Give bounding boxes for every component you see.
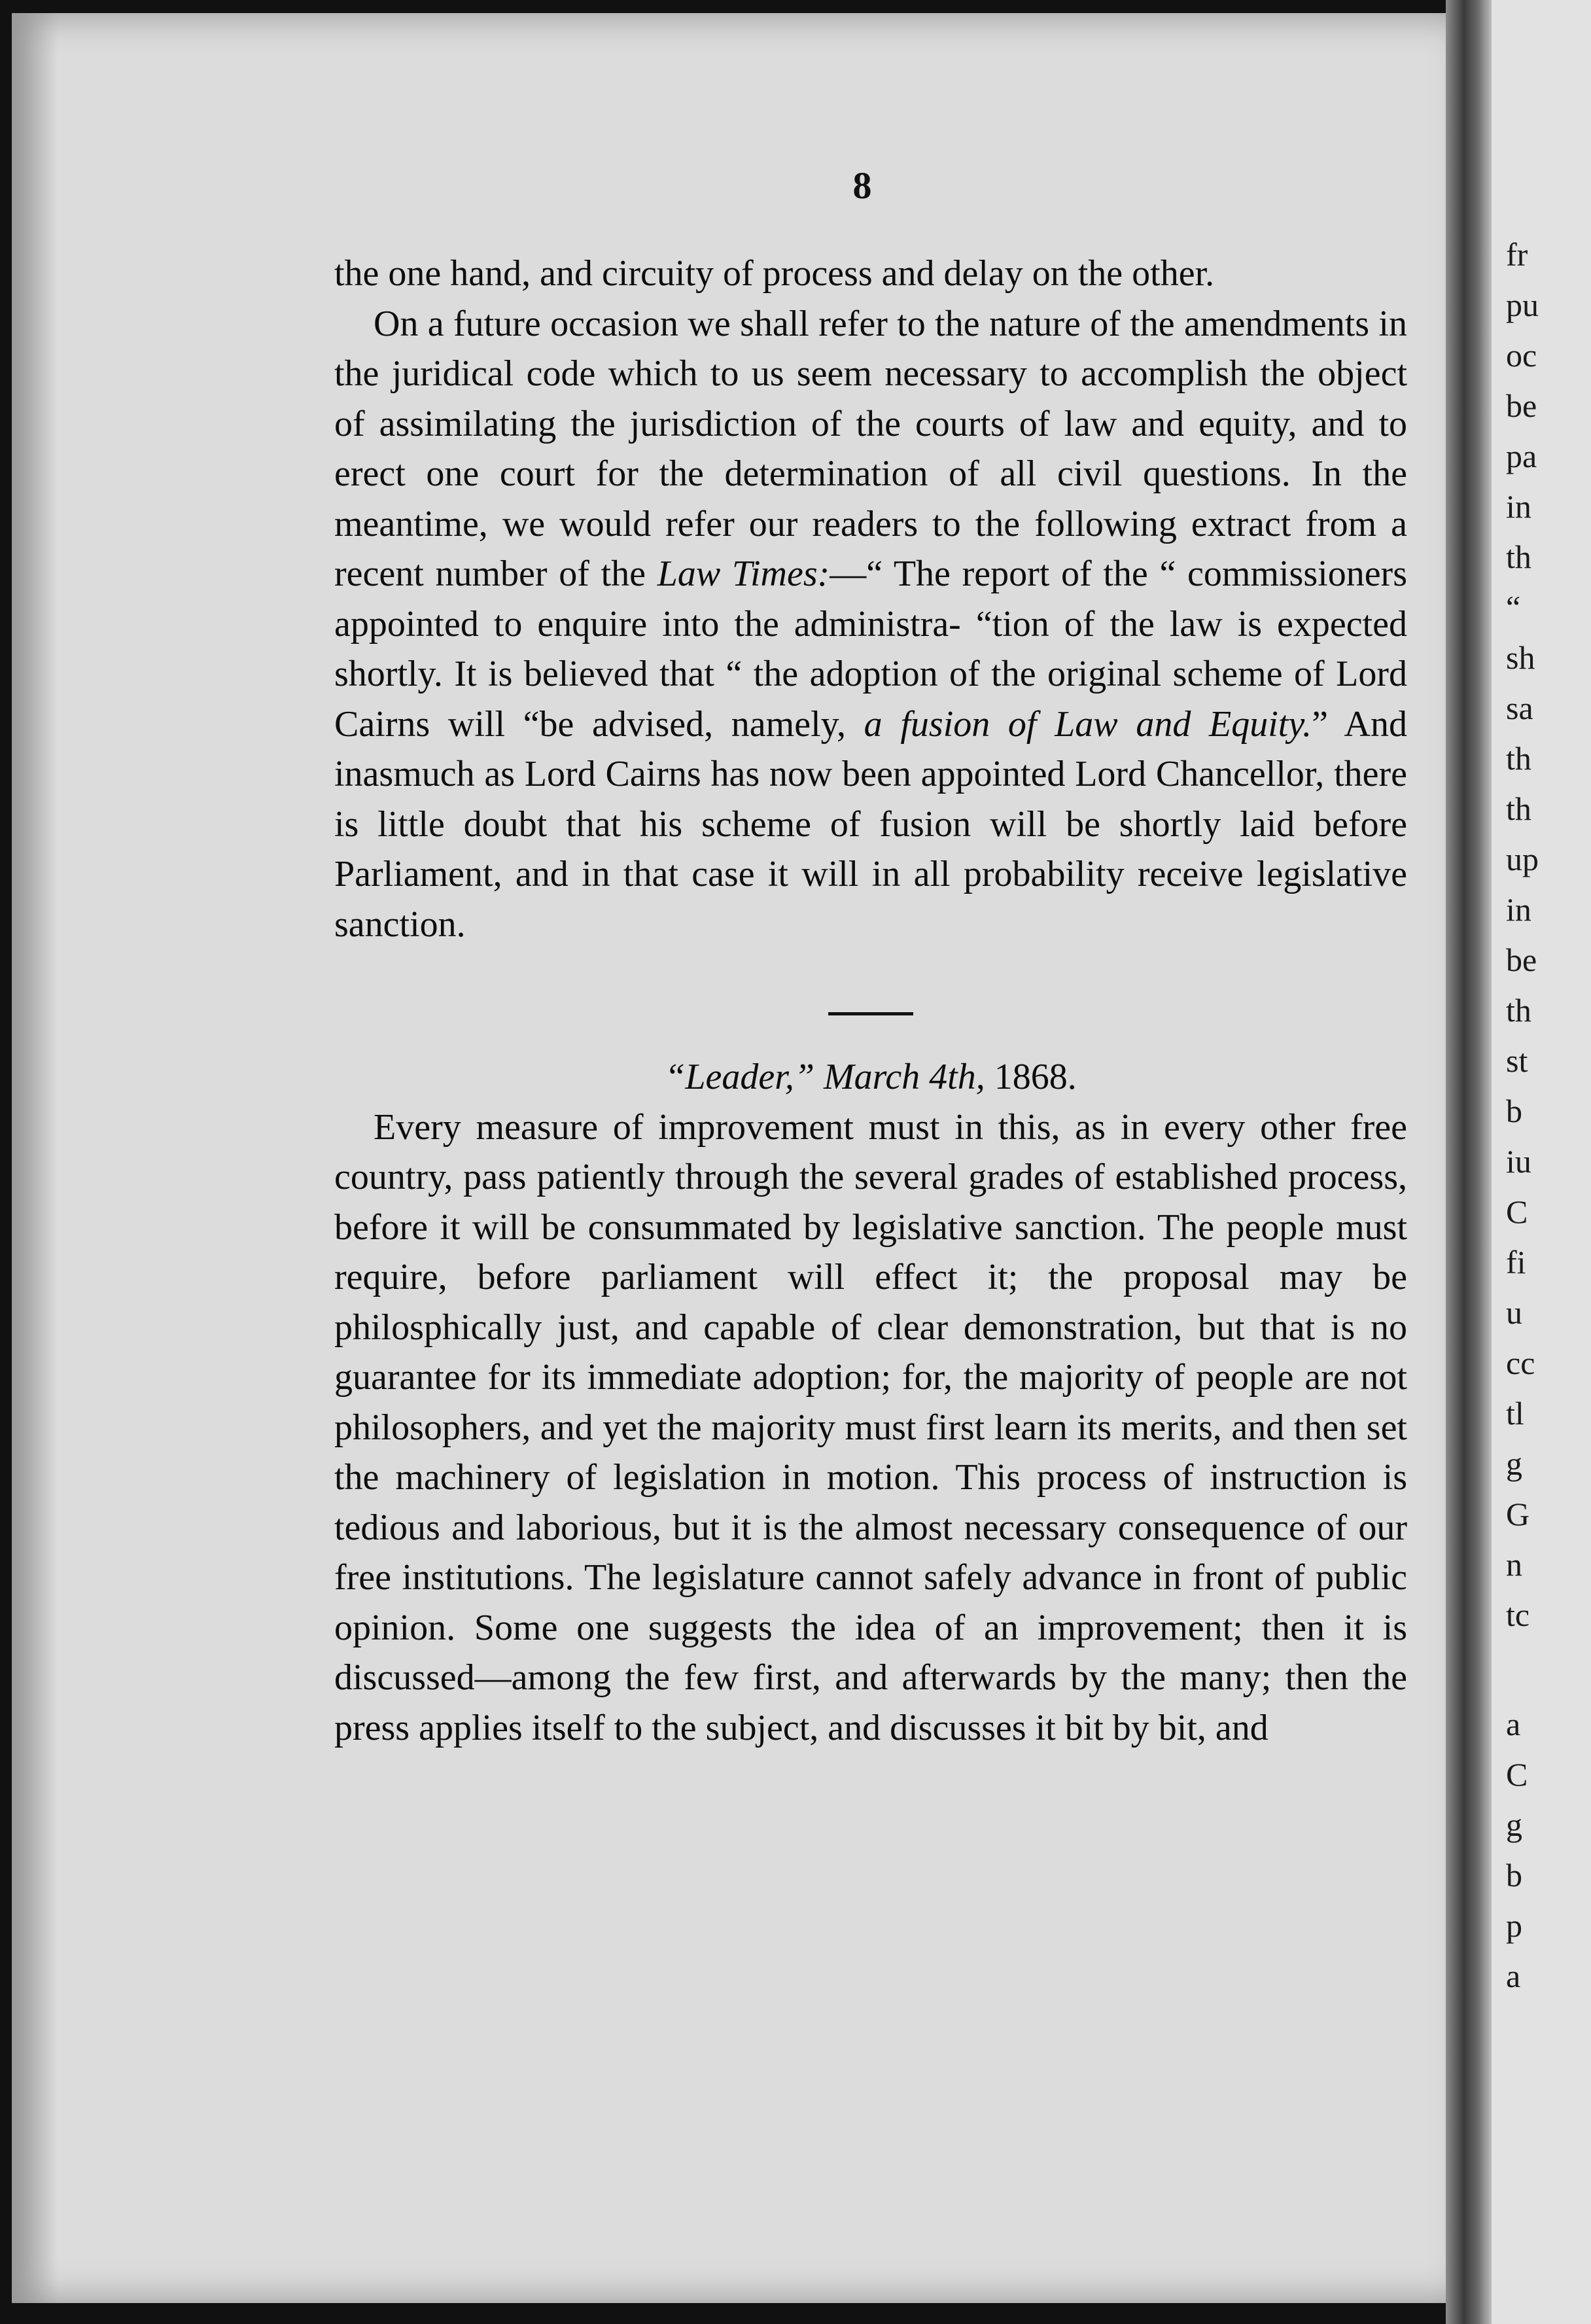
facing-page-fragment: a <box>1506 1958 1521 1994</box>
facing-page-fragment: th <box>1506 740 1531 777</box>
section-divider <box>828 1012 913 1015</box>
paragraph-3: Every measure of improvement must in this, as in every other free country, pass patiently through the several grades of established process, before it will be consummated by legislative sanction. The people must require, before parliament will effect it; the proposal may be philosphically just, and capable of clear demonstration, but that is no guarantee for its immediate adoption; for, the majority of people are not philosophers, and yet the majority must first learn its merits, and then set the machinery of legislation in motion. This process of instruction is tedious and laborious, but it is the almost necessary consequence of our free institutions. The legislature cannot safely advance in front of public opinion. Some one suggests the idea of an improvement; then it is discussed—among the few first, and afterwards by the many; then the press applies itself to the subject, and discusses it bit by bit, and <box>334 1106 1407 1748</box>
facing-page-fragment: pu <box>1506 287 1539 323</box>
facing-page-fragment: G <box>1506 1496 1530 1532</box>
facing-page-fragment: C <box>1506 1193 1528 1230</box>
paragraph-2-text-c: ” And inasmuch as Lord Cairns has now been appointed Lord Chancellor, there is little doubt that his scheme of fusion will be shortly laid before Parliament, and in that case it will in all probability receive legislative sanction. <box>334 703 1407 945</box>
facing-page-fragment: u <box>1506 1294 1522 1331</box>
facing-page-fragment: be <box>1506 942 1537 978</box>
facing-page-fragment: tl <box>1506 1395 1524 1432</box>
paragraph-2 <box>334 299 1407 950</box>
facing-page-fragment: th <box>1506 790 1531 827</box>
facing-page-fragment: fi <box>1506 1244 1526 1280</box>
page-body <box>334 249 1407 1753</box>
facing-page-fragment: up <box>1506 841 1539 877</box>
facing-page-fragment: a <box>1506 1706 1521 1742</box>
facing-page-fragment: g <box>1506 1445 1522 1482</box>
facing-page-fragment: b <box>1506 1857 1522 1893</box>
dateline-source: “Leader,” March 4th, <box>665 1057 985 1097</box>
fusion-emphasis: a fusion of Law and Equity. <box>864 703 1312 745</box>
book-gutter <box>1446 0 1492 2324</box>
paragraph-2-text-a: On a future occasion we shall refer to the nature of the amendments in the juridical code which to us seem necessary to accomplish the object of assimilating the jurisdiction of the courts of law and equity, and to erect one court for the determination of all civil questions. In the meantime, we would refer our readers to the following extract from a recent number of the <box>334 303 1407 594</box>
facing-page-edge <box>1492 0 1591 2324</box>
dateline-year: 1868. <box>994 1057 1077 1097</box>
dateline <box>334 1052 1407 1102</box>
left-page <box>12 13 1471 2303</box>
facing-page-fragment: b <box>1506 1093 1522 1129</box>
paragraph-2-text-b: —“ The report of the “ commissioners appointed to enquire into the administra- “tion of the law is expected shortly. It is believed that “ the adoption of the original scheme of Lord Cairns will “be advised, namely, <box>334 554 1407 745</box>
facing-page-fragment: fr <box>1506 236 1528 273</box>
facing-page-fragment: sa <box>1506 690 1533 726</box>
facing-page-fragment: C <box>1506 1756 1528 1793</box>
facing-page-fragment: be <box>1506 387 1537 424</box>
facing-page-fragment: cc <box>1506 1345 1535 1381</box>
page-number: 8 <box>852 164 872 207</box>
facing-page-fragment: oc <box>1506 337 1537 374</box>
facing-page-fragment: g <box>1506 1806 1522 1843</box>
facing-page-fragment: “ <box>1506 589 1521 625</box>
facing-page-fragment: iu <box>1506 1143 1531 1180</box>
paragraph-1: the one hand, and circuity of process and delay on the other. <box>334 253 1215 294</box>
facing-page-fragment: tc <box>1506 1596 1530 1633</box>
facing-page-fragment: th <box>1506 538 1531 575</box>
facing-page-fragment: st <box>1506 1042 1528 1079</box>
facing-page-fragment: n <box>1506 1546 1522 1583</box>
facing-page-fragment: in <box>1506 891 1531 928</box>
facing-page-fragment: th <box>1506 992 1531 1029</box>
facing-page-fragment: sh <box>1506 639 1535 676</box>
facing-page-fragment: in <box>1506 488 1531 525</box>
journal-title: Law Times: <box>657 554 830 594</box>
facing-page-fragment: p <box>1506 1907 1522 1944</box>
facing-page-fragment: pa <box>1506 438 1537 474</box>
